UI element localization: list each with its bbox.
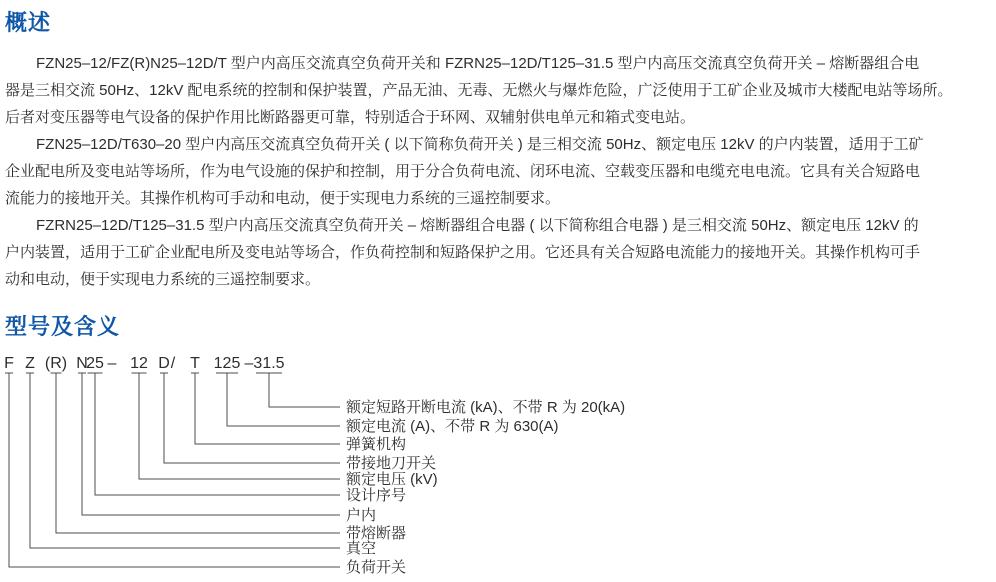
model-part-label: 带熔断器 xyxy=(346,525,407,542)
model-part-symbol: 25 xyxy=(86,355,104,372)
model-part-symbol: 31.5 xyxy=(253,355,285,372)
model-part-symbol: F xyxy=(4,355,14,372)
paragraph-line: 企业配电所及变电站等场所，作为电气设施的保护和控制，用于分合负荷电流、闭环电流、空载变压器和电缆充电电流。它具有关合短路电 xyxy=(5,163,921,180)
model-separator: – xyxy=(244,355,254,372)
model-part-label: 弹簧机构 xyxy=(346,436,407,453)
model-part-symbol: D xyxy=(158,355,170,372)
model-part-symbol: N xyxy=(76,355,88,372)
model-separator: / xyxy=(170,355,176,372)
model-part-symbol: T xyxy=(190,355,200,372)
model-part-connector-line xyxy=(88,373,341,495)
paragraph-line: FZN25–12D/T630–20 型户内高压交流真空负荷开关 ( 以下简称负荷开关 ) 是三相交流 50Hz、额定电压 12kV 的户内装置，适用于工矿 xyxy=(36,136,924,153)
overview-heading: 概述 xyxy=(5,10,52,35)
model-part-symbol: Z xyxy=(25,355,35,372)
paragraph-line: FZRN25–12D/T125–31.5 型户内高压交流真空负荷开关 – 熔断器组合电器 ( 以下简称组合电器 ) 是三相交流 50Hz、额定电压 12kV 的 xyxy=(36,217,919,234)
model-part-connector-line xyxy=(256,373,340,407)
model-part-connector-line xyxy=(191,373,340,444)
model-part-label: 设计序号 xyxy=(346,487,407,504)
paragraph-line: 户内装置，适用于工矿企业配电所及变电站等场合，作负荷控制和短路保护之用。它还具有关合短路电流能力的接地开关。其操作机构可手 xyxy=(5,244,921,261)
model-part-label: 额定短路开断电流 (kA)、不带 R 为 20(kA) xyxy=(346,399,626,416)
paragraph-line: 动和电动，便于实现电力系统的三遥控制要求。 xyxy=(5,271,321,288)
paragraph-line: 后者对变压器等电气设备的保护作用比断路器更可靠，特别适合于环网、双辅射供电单元和箱式变电站。 xyxy=(5,109,696,126)
model-part-label: 户内 xyxy=(346,507,377,524)
paragraph-line: 器是三相交流 50Hz、12kV 配电系统的控制和保护装置，产品无油、无毒、无燃火与爆炸危险，广泛使用于工矿企业及城市大楼配电站等场所。 xyxy=(5,82,953,99)
model-part-symbol: (R) xyxy=(44,355,68,372)
model-part-connector-line xyxy=(216,373,340,426)
model-designation-diagram xyxy=(0,348,996,582)
model-part-connector-line xyxy=(5,373,340,567)
model-part-symbol: 125 xyxy=(213,355,241,372)
model-separator: – xyxy=(107,355,117,372)
model-part-label: 额定电压 (kV) xyxy=(346,471,438,488)
paragraph-line: FZN25–12/FZ(R)N25–12D/T 型户内高压交流真空负荷开关和 FZRN25–12D/T125–31.5 型户内高压交流真空负荷开关 – 熔断器组合电 xyxy=(36,55,920,72)
model-part-label: 负荷开关 xyxy=(346,559,407,576)
paragraph-line: 流能力的接地开关。其操作机构可手动和电动，便于实现电力系统的三遥控制要求。 xyxy=(5,190,561,207)
model-part-symbol: 12 xyxy=(130,355,148,372)
model-part-connector-line xyxy=(26,373,340,548)
overview-body xyxy=(5,50,994,293)
model-designation-heading: 型号及含义 xyxy=(5,314,121,339)
model-part-connector-line xyxy=(160,373,340,463)
model-part-label: 带接地刀开关 xyxy=(346,455,437,472)
model-part-label: 额定电流 (A)、不带 R 为 630(A) xyxy=(346,418,559,435)
model-part-label: 真空 xyxy=(346,540,377,557)
